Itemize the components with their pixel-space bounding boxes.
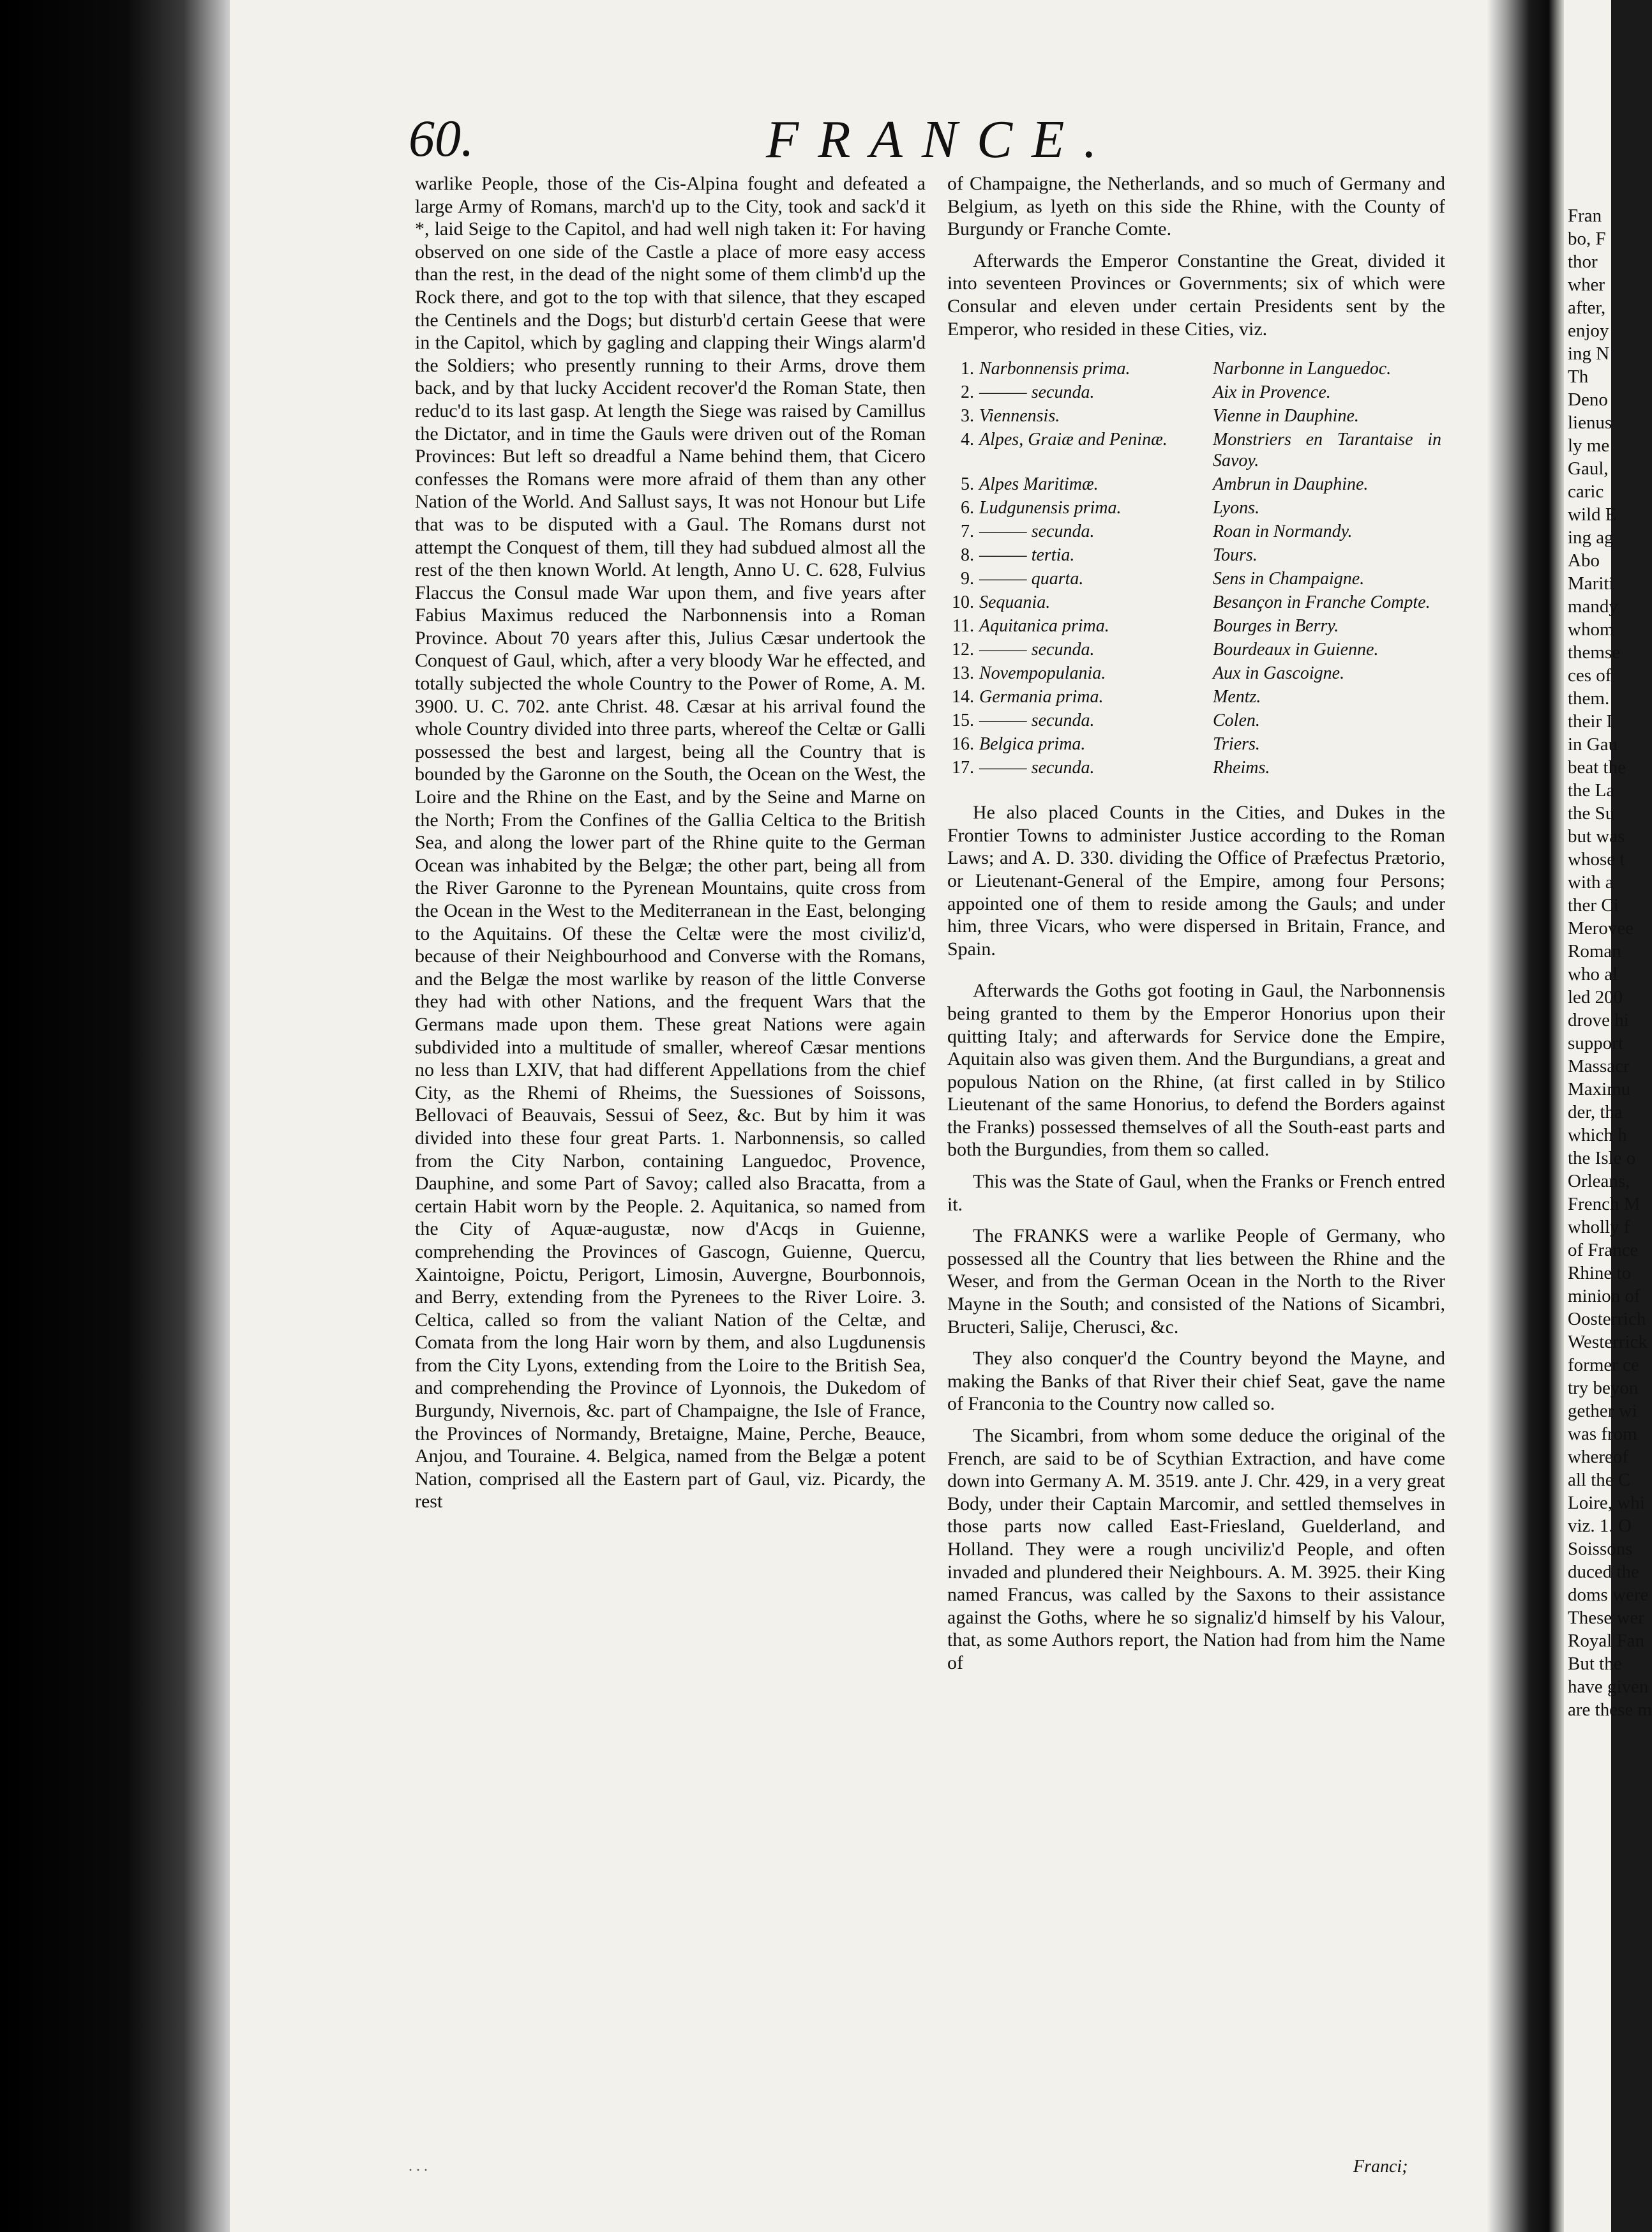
next-page-line: Loire, whi [1568,1493,1645,1513]
next-page-line: lienus [1568,412,1612,433]
next-page-line: ing ag [1568,527,1614,548]
next-page-line: French M [1568,1194,1641,1214]
province-number: 13. [952,663,974,684]
province-modern-city: Colen. [1213,711,1260,731]
next-page-line: which h [1568,1125,1627,1145]
province-row [947,591,1445,614]
next-page-line: after, [1568,298,1606,318]
province-modern-city: Vienne in Dauphine. [1213,406,1359,426]
next-page-line: Massacr [1568,1056,1630,1076]
province-modern-city: Mentz. [1213,687,1261,707]
next-page-line: thor [1568,252,1598,272]
province-number: 16. [952,734,974,755]
province-number: 15. [952,711,974,731]
next-page-line: Maximu [1568,1079,1631,1099]
province-ancient-name: Novempopulania. [979,663,1106,684]
bottom-dots: . . . [409,2158,428,2175]
next-page-line: Gaul, [1568,458,1609,479]
next-page-line: drove hi [1568,1010,1629,1030]
province-ancient-name: ——— quarta. [979,569,1084,589]
province-number: 2. [961,382,974,403]
province-ancient-name: Viennensis. [979,406,1060,426]
province-row [947,428,1445,472]
next-page-line: led 200 [1568,987,1623,1007]
province-row [947,520,1445,543]
province-modern-city: Sens in Champaigne. [1213,569,1365,589]
next-page-line: try beyon [1568,1378,1639,1398]
province-number: 7. [961,522,974,542]
next-page-line: all the C [1568,1470,1631,1490]
next-page-line: have given [1568,1677,1649,1697]
next-page-line: enjoy [1568,320,1609,341]
province-modern-city: Narbonne in Languedoc. [1213,359,1392,379]
province-number: 17. [952,758,974,778]
next-page-line: the Isle o [1568,1148,1636,1168]
province-number: 14. [952,687,974,707]
province-modern-city: Triers. [1213,734,1260,755]
next-page-line: beat the [1568,757,1626,778]
province-number: 12. [952,640,974,660]
province-row [947,404,1445,428]
paragraph-franks: The FRANKS were a warlike People of Germany, who possessed all the Country that lies between the Rhine and the Weser, and from the German Ocean in the North to the River Mayne in the South; and consisted of the Nations of Sicambri, Bructeri, Salije, Cherusci, &c. [947,1225,1445,1338]
next-page-line: in Gau [1568,734,1618,755]
paragraph-sicambri: The Sicambri, from whom some deduce the original of the French, are said to be of Scythian Extraction, and have come down into Germany A. M. 3519. ante J. Chr. 429, in a very great Body, under their Captain Marcomir, and settled themselves in those parts now called East-Friesland, Guelderland, and Holland. They were a rough unciviliz'd People, and often invaded and plundered their Neighbours. A. M. 3925. their King named Francus, was called by the Saxons to their assistance against the Goths, where he so signaliz'd himself by his Valour, that, as some Authors report, the Nation had from him the Name of [947,1425,1445,1673]
next-page-line: ces of [1568,665,1612,686]
province-ancient-name: ——— secunda. [979,711,1095,731]
province-row [947,732,1445,756]
province-modern-city: Tours. [1213,545,1258,566]
province-ancient-name: Alpes, Graiæ and Peninæ. [979,430,1168,450]
paragraph-top: of Champaigne, the Netherlands, and so much of Germany and Belgium, as lyeth on this side the Rhine, with the County of Burgundy or Franche Comte. [947,173,1445,240]
page-edge-shadow [1487,0,1564,2232]
province-modern-city: Aix in Provence. [1213,382,1331,403]
next-page-line: with a [1568,872,1614,893]
next-page-line: the La [1568,780,1615,801]
next-page-line: their I [1568,711,1613,732]
province-ancient-name: ——— secunda. [979,382,1095,403]
province-number: 10. [952,592,974,613]
paragraph-counts: He also placed Counts in the Cities, and Dukes in the Frontier Towns to administer Justice according to the Roman Laws; and A. D. 330. dividing the Office of Præfectus Prætorio, or Lieutenant-General of the Empire, among four Persons; appointed one of them to reside among the Gauls; and under him, three Vicars, who were dispersed in Britain, France, and Spain. [947,802,1445,960]
running-title: FRANCE. [766,110,1116,169]
next-page-line: der, tha [1568,1102,1623,1122]
province-row [947,709,1445,732]
province-modern-city: Roan in Normandy. [1213,522,1353,542]
province-ancient-name: Sequania. [979,592,1051,613]
next-page-line: minion of [1568,1286,1641,1306]
province-row [947,756,1445,780]
next-page-line: former ce [1568,1355,1639,1375]
next-page-line: wild E [1568,504,1617,525]
province-row [947,661,1445,685]
next-page-line: But the [1568,1654,1622,1674]
province-ancient-name: Narbonnensis prima. [979,359,1130,379]
next-page-line: wholly f [1568,1217,1630,1237]
next-page-line: Soissons [1568,1539,1633,1559]
next-page-line: but was [1568,826,1625,847]
province-row [947,638,1445,661]
next-page-line: Westerrick [1568,1332,1648,1352]
province-number: 8. [961,545,974,566]
next-page-line: bo, F [1568,229,1606,249]
paragraph-goths: Afterwards the Goths got footing in Gaul, the Narbonnensis being granted to them by the Emperor Honorius upon their quitting Italy; and afterwards for Service done the Empire, Aquitain also was given them. And the Burgundians, a great and populous Nation on the Rhine, (at first called in by Stilico Lieutenant of the same Honorius, to defend the Borders against the Franks) possessed themselves of all the South-east parts and both the Burgundies, from them so called. [947,980,1445,1161]
province-row [947,357,1445,381]
provinces-table [947,357,1445,780]
next-page-line: Fran [1568,206,1602,226]
next-page-line: whereof [1568,1447,1629,1467]
next-page-line: themse [1568,642,1621,663]
next-page-line: Rhine to [1568,1263,1632,1283]
province-modern-city: Lyons. [1213,498,1260,518]
next-page-line: ing N [1568,343,1610,364]
paragraph-constantine: Afterwards the Emperor Constantine the Great, divided it into seventeen Provinces or Governments; six of which were Consular and eleven under certain Presidents sent by the Emperor, who resided in these Cities, viz. [947,250,1445,340]
next-page-line: Th [1568,366,1589,387]
next-page-line: was from [1568,1424,1637,1444]
province-ancient-name: Germania prima. [979,687,1104,707]
next-page-line: Royal Fan [1568,1631,1645,1651]
next-page-line: These wer [1568,1608,1644,1628]
province-ancient-name: Alpes Maritimæ. [979,474,1099,495]
province-number: 3. [961,406,974,426]
next-page-line: Roman [1568,941,1621,961]
next-page-line: caric [1568,481,1604,502]
province-ancient-name: ——— secunda. [979,640,1095,660]
page-number: 60. [409,109,474,167]
right-column [947,172,1445,1684]
left-paragraph: warlike People, those of the Cis-Alpina fought and defeated a large Army of Romans, march'd up to the City, took and sack'd it *, laid Seige to the Capitol, and had well nigh taken it: For having observed on one side of the Castle a place of more easy access than the rest, in the dead of the night some of them climb'd up the Rock there, and got to the top with that silence, that they escaped the Centinels and the Dogs; but disturb'd certain Geese that were in the Capitol, which by gagling and clapping their Wings alarm'd the Soldiers; who presently running to their Arms, drove them back, and by that lucky Accident recover'd the Roman State, then reduc'd to its last gasp. At length the Siege was raised by Camillus the Dictator, and in time the Gauls were driven out of the Roman Provinces: But left so dreadful a Name behind them, that Cicero confesses the Romans were more afraid of them than any other Nation of the World. And Sallust says, It was not Honour but Life that was to be disputed with a Gaul. The Romans durst not attempt the Conquest of them, till they had subdued almost all the rest of the then known World. At length, Anno U. C. 628, Fulvius Flaccus the Consul made War upon them, and five years after Fabius Maximus reduced the Narbonnensis into a Roman Province. About 70 years after this, Julius Cæsar undertook the Conquest of Gaul, which, after a very bloody War he effected, and totally subjected the whole Country to the Power of Rome, A. M. 3900. U. C. 702. ante Christ. 48. Cæsar at his arrival found the whole Country divided into three parts, whereof the Celtæ or Galli possessed the best and largest, being all the Country that is bounded by the Garonne on the South, the Ocean on the West, the Loire and the Rhine on the East, and by the Seine and Marne on the North; From the Confines of the Gallia Celtica to the British Sea, and along the lower part of the Rhine quite to the German Ocean was inhabited by the Belgæ; the other part, being all from the River Garonne to the Pyrenean Mountains, quite cross from the Ocean in the West to the Mediterranean in the East, belonging to the Aquitains. Of these the Celtæ were the most civiliz'd, because of their Neighbourhood and Converse with the Romans, and the Belgæ the most warlike by reason of the little Converse they had with other Nations, and the frequent Wars that the Germans made upon them. These great Nations were again subdivided into a multitude of smaller, whereof Cæsar mentions no less than LXIV, that had different Appellations from the chief City, as the Rhemi of Rheims, the Suessiones of Soissons, Bellovaci of Beauvais, Sessui of Seez, &c. But by him it was divided into these four great Parts. 1. Narbonnensis, so called from the City Narbon, containing Languedoc, Provence, Dauphine, and some Part of Savoy; called also Bracatta, from a certain Habit worn by the People. 2. Aquitanica, so named from the City of Aquæ-augustæ, now d'Acqs in Guienne, comprehending the Provinces of Gascogn, Guienne, Quercu, Xaintoigne, Poictu, Perigort, Limosin, Auvergne, Bourbonnois, and Berry, extending from the Pyrenees to the River Loire. 3. Celtica, called so from the valiant Nation of the Celtæ, and Comata from the long Hair worn by them, and also Lugdunensis from the City Lyons, extending from the Loire to the British Sea, and comprehending the Province of Lyonnois, the Dukedom of Burgundy, Nivernois, &c. part of Champaigne, the Isle of France, the Provinces of Normandy, Bretaigne, Maine, Perche, Beauce, Anjou, and Touraine. 4. Belgica, named from the Belgæ a potent Nation, comprised all the Eastern part of Gaul, viz. Picardy, the rest [415,173,926,1512]
next-page-line: ly me [1568,435,1610,456]
province-modern-city: Bourges in Berry. [1213,616,1339,637]
province-number: 1. [961,359,974,379]
province-number: 6. [961,498,974,518]
next-page-line: are these m [1568,1700,1652,1720]
book-gutter [0,0,230,2232]
province-modern-city: Monstriers en Tarantaise in Savoy. [1213,430,1441,471]
province-ancient-name: Ludgunensis prima. [979,498,1122,518]
next-page-line: gether wi [1568,1401,1637,1421]
province-number: 9. [961,569,974,589]
next-page-line: wher [1568,275,1605,295]
next-page-line: Mariti [1568,573,1614,594]
province-modern-city: Bourdeaux in Guienne. [1213,640,1379,660]
province-ancient-name: Aquitanica prima. [979,616,1109,637]
next-page-line: Orleans, [1568,1171,1630,1191]
next-page-line: viz. 1. O [1568,1516,1632,1536]
province-row [947,614,1445,638]
province-row [947,381,1445,404]
next-page-line: ther Ci [1568,895,1619,916]
province-number: 11. [952,616,974,637]
paragraph-conquer: They also conquer'd the Country beyond the Mayne, and making the Banks of that River their chief Seat, gave the name of Franconia to the Country now called so. [947,1348,1445,1415]
paragraph-state: This was the State of Gaul, when the Franks or French entred it. [947,1171,1445,1215]
next-page-line: Deno [1568,389,1608,410]
province-row [947,496,1445,520]
next-page-line: of France [1568,1240,1639,1260]
province-row [947,567,1445,591]
next-page-line: the Su [1568,803,1615,824]
next-page-line: doms were [1568,1585,1649,1605]
next-page-fragment [1568,204,1652,2120]
next-page-line: Abo [1568,550,1600,571]
province-row [947,685,1445,709]
province-row [947,472,1445,496]
next-page-line: whom [1568,619,1614,640]
province-ancient-name: ——— secunda. [979,522,1095,542]
catchword: Franci; [1353,2157,1408,2176]
province-ancient-name: Belgica prima. [979,734,1086,755]
left-column [415,172,926,1522]
province-number: 5. [961,474,974,495]
next-page-line: mandy [1568,596,1618,617]
next-page-line: whose t [1568,849,1625,870]
province-modern-city: Besançon in Franche Compte. [1213,592,1430,613]
province-modern-city: Aux in Gascoigne. [1213,663,1345,684]
next-page-line: who al [1568,964,1618,984]
next-page-line: them. [1568,688,1610,709]
next-page-line: duced the [1568,1562,1639,1582]
next-page-line: support [1568,1033,1623,1053]
province-ancient-name: ——— tertia. [979,545,1075,566]
province-modern-city: Rheims. [1213,758,1270,778]
next-page-line: Merovee [1568,918,1634,939]
province-modern-city: Ambrun in Dauphine. [1213,474,1369,495]
next-page-line: Oosterrich [1568,1309,1646,1329]
province-row [947,543,1445,567]
province-ancient-name: ——— secunda. [979,758,1095,778]
province-number: 4. [961,430,974,450]
